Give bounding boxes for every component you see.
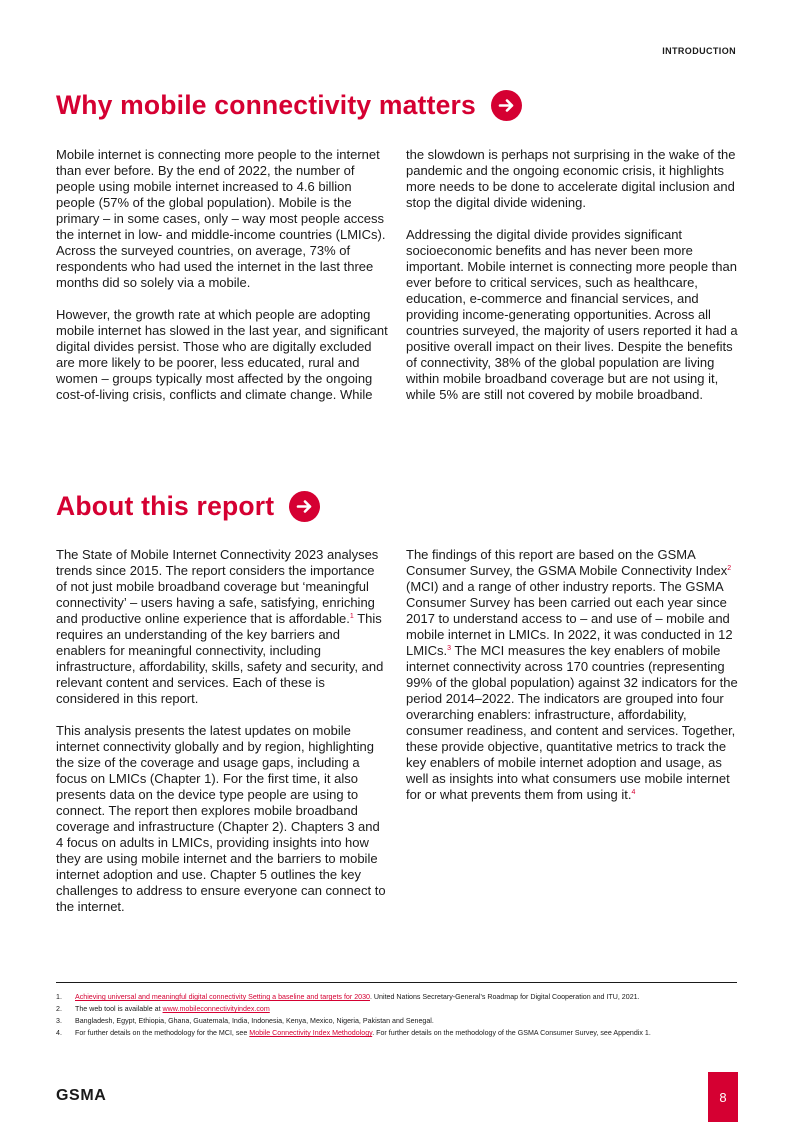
footnote-item xyxy=(56,993,737,1002)
footnote-text xyxy=(75,1005,270,1014)
footnote-ref[interactable]: 1 xyxy=(349,613,354,620)
footnote-ref[interactable]: 4 xyxy=(631,789,636,796)
paragraph-text: This requires an understanding of the key barriers and enablers for meaningful connectivity, including infrastructure, affordability, skills, safety and security, and relevant content and services. Each of these is considered in this report. xyxy=(56,611,384,706)
body-paragraph xyxy=(56,547,388,707)
paragraph-text: The findings of this report are based on the GSMA Consumer Survey, the GSMA Mobile Connectivity Index xyxy=(406,547,728,578)
footnote-ref[interactable]: 2 xyxy=(727,565,732,572)
section-label: INTRODUCTION xyxy=(662,46,736,56)
footnote-text-rest: . For further details on the methodology of the GSMA Consumer Survey, see Appendix 1. xyxy=(372,1029,651,1037)
section-title: Why mobile connectivity matters xyxy=(56,90,476,120)
body-paragraph xyxy=(406,547,738,803)
paragraph-text: The MCI measures the key enablers of mobile internet connectivity across 170 countries (representing 99% of the global population) against 32 indicators for the period 2014–2022. The indicators are grouped into four overarching enablers: infrastructure, affordability, consumer readiness, and content and services. Together, these provide objective, quantitative metrics to track the key enablers of mobile internet adoption and usage, as well as insights into what consumers use mobile internet for or what prevents them from using it. xyxy=(406,643,738,802)
footnote-item xyxy=(56,1017,737,1026)
body-paragraph: Mobile internet is connecting more people to the internet than ever before. By the end of 2022, the number of people using mobile internet increased to 4.6 billion people (57% of the global population). Mobile is the primary – in some cases, only – way most people access the internet in low- and middle-income countries (LMICs). Across the surveyed countries, on average, 73% of respondents who had used the internet in the last three months did so solely via a mobile. xyxy=(56,147,386,290)
footnote-item xyxy=(56,1029,737,1038)
page-number-text: 8 xyxy=(719,1089,727,1105)
body-paragraph: Addressing the digital divide provides significant socioeconomic benefits and has never been more important. Mobile internet is connecting more people than ever before to critical services, such as healthcare, education, e-commerce and financial services, and providing income-generating opportunities. Across all countries surveyed, the majority of users reported it had a positive overall impact on their lives. Despite the benefits of connectivity, 38% of the global population are living within mobile broadband coverage but are not using it, while 5% are still not covered by mobile broadband. xyxy=(406,227,738,402)
footnote-text: Bangladesh, Egypt, Ethiopia, Ghana, Guatemala, India, Indonesia, Kenya, Mexico, Nigeria, Pakistan and Senegal. xyxy=(75,1017,434,1025)
arrow-right-circle-icon xyxy=(491,90,522,121)
footnote-text-lead: For further details on the methodology for the MCI, see xyxy=(75,1029,250,1037)
footnote-text-lead: The web tool is available at xyxy=(75,1005,163,1013)
paragraph-text: (MCI) and a range of other industry reports. The GSMA Consumer Survey has been carried out each year since 2017 to understand access to – and use of – mobile and mobile internet in LMICs. In 2022, it was conducted in 12 LMICs. xyxy=(406,579,733,658)
body-paragraph: the slowdown is perhaps not surprising in the wake of the pandemic and the ongoing economic crisis, it highlights more needs to be done to accelerate digital inclusion and stop the digital divide widening. xyxy=(406,147,736,210)
footnote-text xyxy=(75,993,640,1002)
section-heading-why-mobile xyxy=(56,90,522,121)
footnote-number: 3. xyxy=(56,1017,62,1025)
section2-column-right xyxy=(406,547,738,803)
paragraph-text: The State of Mobile Internet Connectivity 2023 analyses trends since 2015. The report considers the importance of not just mobile broadband coverage but ‘meaningful connectivity’ – users having a safe, satisfying, enriching and productive online experience that is affordable. xyxy=(56,547,379,626)
footnote-number: 1. xyxy=(56,993,62,1001)
gsma-logo: GSMA xyxy=(56,1087,107,1104)
footnote-item xyxy=(56,1005,737,1014)
page-number xyxy=(708,1072,738,1122)
footnote-text-rest: . United Nations Secretary-General’s Roadmap for Digital Cooperation and ITU, 2021. xyxy=(369,993,640,1001)
arrow-right-circle-icon xyxy=(289,491,320,522)
section1-column-left xyxy=(56,147,388,403)
footnote-number: 4. xyxy=(56,1029,62,1037)
section-heading-about-report xyxy=(56,491,320,522)
section1-column-right xyxy=(406,147,738,403)
footnote-link[interactable]: Mobile Connectivity Index Methodology xyxy=(249,1029,373,1037)
body-paragraph: This analysis presents the latest updates on mobile internet connectivity globally and by region, highlighting the size of the coverage and usage gaps, including a focus on LMICs (Chapter 1). For the first time, it also presents data on the device type people are using to connect. The report then explores mobile broadband coverage and infrastructure (Chapter 2). Chapters 3 and 4 focus on adults in LMICs, providing insights into how they are using mobile internet and the barriers to mobile internet adoption and use. Chapter 5 outlines the key challenges to address to ensure everyone can connect to the internet. xyxy=(56,723,386,914)
footnote-link[interactable]: Achieving universal and meaningful digital connectivity Setting a baseline and targets for 2030 xyxy=(75,993,370,1001)
section-title: About this report xyxy=(56,491,275,521)
footnote-text xyxy=(75,1029,651,1038)
section2-column-left xyxy=(56,547,388,915)
footnote-number: 2. xyxy=(56,1005,62,1013)
body-paragraph: However, the growth rate at which people are adopting mobile internet has slowed in the last year, and significant digital divides persist. Those who are digitally excluded are more likely to be poorer, less educated, rural and women – groups typically most affected by the ongoing cost-of-living crisis, conflicts and climate change. While xyxy=(56,307,388,402)
footnotes xyxy=(56,993,737,1041)
footnote-ref[interactable]: 3 xyxy=(447,645,452,652)
footnote-divider xyxy=(56,982,737,983)
footnote-link[interactable]: www.mobileconnectivityindex.com xyxy=(162,1005,270,1013)
